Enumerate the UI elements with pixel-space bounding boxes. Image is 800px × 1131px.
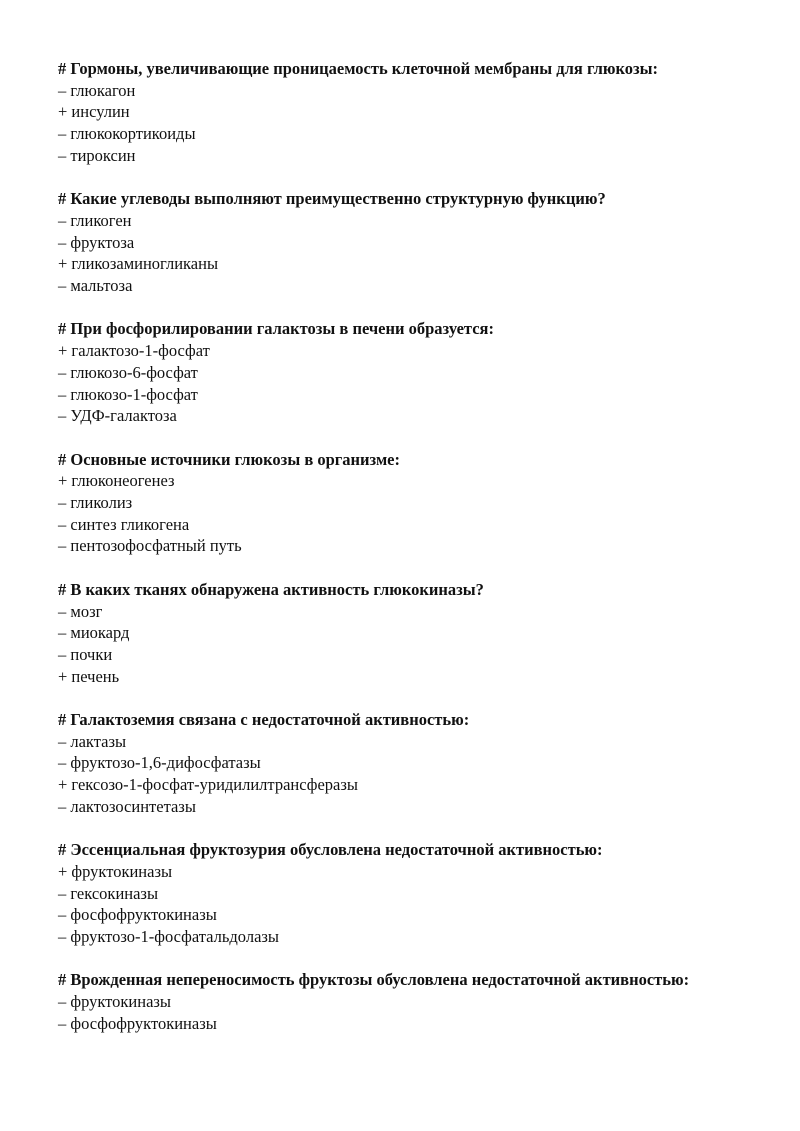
answer-option: – миокард [58, 623, 130, 643]
answer-option: – фруктокиназы [58, 992, 171, 1012]
answer-option: – глюкокортикоиды [58, 124, 196, 144]
answer-option: + глюконеогенез [58, 471, 175, 491]
answer-option: – фруктозо-1-фосфатальдолазы [58, 927, 279, 947]
answer-option: – УДФ-галактоза [58, 406, 177, 426]
answer-option: – синтез гликогена [58, 514, 190, 534]
question-block [58, 579, 748, 688]
answer-option: – фруктоза [58, 232, 135, 252]
answer-option: – лактозосинтетазы [58, 796, 196, 816]
answer-option: – глюкозо-1-фосфат [58, 384, 198, 404]
answer-option: – гексокиназы [58, 883, 159, 903]
answer-option: – пентозофосфатный путь [58, 536, 242, 556]
answer-options [58, 861, 748, 948]
answer-option: + гликозаминогликаны [58, 254, 219, 274]
answer-option: – лактазы [58, 731, 127, 751]
answer-options [58, 991, 748, 1034]
answer-option: – глюкагон [58, 80, 136, 100]
question-block [58, 318, 748, 427]
question-title: # Гормоны, увеличивающие проницаемость клеточной мембраны для глюкозы: [58, 59, 659, 78]
answer-option: – гликоген [58, 210, 132, 230]
answer-option: – тироксин [58, 145, 136, 165]
question-block [58, 839, 748, 948]
question-title: # Врожденная непереносимость фруктозы обусловлена недостаточной активностью: [58, 970, 690, 990]
question-block [58, 449, 748, 558]
question-title: # В каких тканях обнаружена активность глюкокиназы? [58, 579, 484, 599]
question-block [58, 58, 748, 167]
question-block [58, 709, 748, 818]
answer-options [58, 601, 748, 688]
answer-options [58, 731, 748, 818]
answer-option: – фосфофруктокиназы [58, 905, 217, 925]
document-page [58, 58, 748, 1056]
answer-option: – фруктозо-1,6-дифосфатазы [58, 753, 261, 773]
question-block [58, 969, 748, 1034]
answer-option: – фосфофруктокиназы [58, 1013, 217, 1033]
question-title: # Какие углеводы выполняют преимущественно структурную функцию? [58, 189, 606, 209]
question-title: # Эссенциальная фруктозурия обусловлена недостаточной активностью: [58, 840, 603, 860]
answer-option: – мозг [58, 601, 103, 621]
answer-option: + печень [58, 666, 120, 686]
answer-option: – глюкозо-6-фосфат [58, 362, 198, 382]
question-title: # Галактоземия связана с недостаточной активностью: [58, 710, 470, 730]
question-title: # Основные источники глюкозы в организме: [58, 449, 400, 469]
question-title: # При фосфорилировании галактозы в печени образуется: [58, 319, 494, 339]
question-block [58, 188, 748, 297]
answer-option: + инсулин [58, 102, 130, 122]
answer-options [58, 210, 748, 297]
answer-option: – мальтоза [58, 276, 133, 296]
answer-options [58, 470, 748, 557]
answer-options [58, 80, 748, 167]
answer-options [58, 340, 748, 427]
answer-option: + фруктокиназы [58, 861, 173, 881]
answer-option: + галактозо-1-фосфат [58, 341, 210, 361]
answer-option: – почки [58, 644, 113, 664]
answer-option: – гликолиз [58, 493, 133, 513]
answer-option: + гексозо-1-фосфат-уридилилтрансферазы [58, 775, 358, 795]
